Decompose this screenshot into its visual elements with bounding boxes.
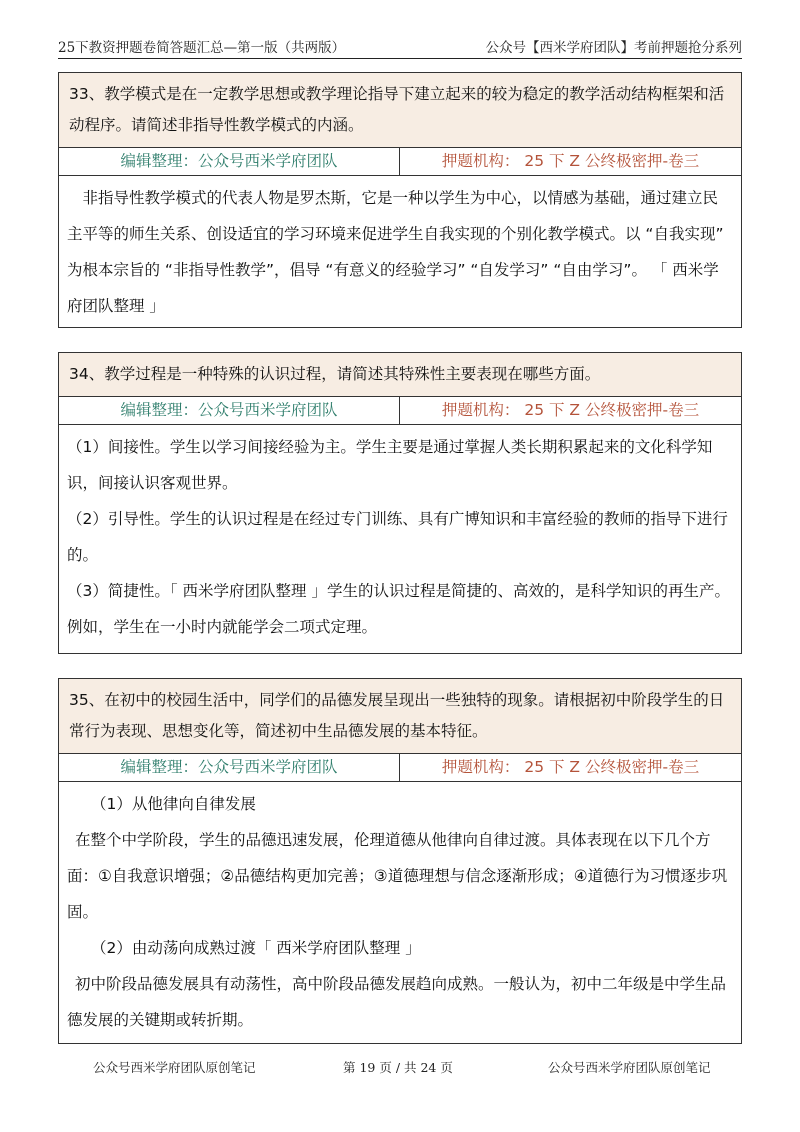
question-title: 35、在初中的校园生活中，同学们的品德发展呈现出一些独特的现象。请根据初中阶段学生的日常行为表现、思想变化等，简述初中生品德发展的基本特征。 — [59, 679, 741, 754]
page-number: 第 19 页 / 共 24 页 — [343, 1060, 453, 1075]
editor-credit: 编辑整理：公众号西米学府团队 — [59, 397, 400, 424]
answer-body — [59, 176, 741, 330]
footer-left-note: 公众号西米学府团队原创笔记 — [93, 1060, 256, 1075]
answer-body — [59, 425, 741, 651]
answer-paragraph: 初中阶段品德发展具有动荡性，高中阶段品德发展趋向成熟。一般认为，初中二年级是中学生品德发展的关键期或转折期。 — [67, 975, 727, 1029]
answer-subheading: （2）由动荡向成熟过渡「 西米学府团队整理 」 — [91, 939, 421, 957]
editor-credit: 编辑整理：公众号西米学府团队 — [59, 754, 400, 781]
question-card-34 — [58, 352, 742, 654]
question-title: 33、教学模式是在一定教学思想或教学理论指导下建立起来的较为稳定的教学活动结构框架和活动程序。请简述非指导性教学模式的内涵。 — [59, 73, 741, 148]
question-card-33 — [58, 72, 742, 328]
editor-credit: 编辑整理：公众号西米学府团队 — [59, 148, 400, 175]
answer-paragraph: （2）引导性。学生的认识过程是在经过专门训练、具有广博知识和丰富经验的教师的指导下进行的。 — [67, 510, 728, 564]
page-header — [58, 34, 742, 59]
answer-paragraph: （1）间接性。学生以学习间接经验为主。学生主要是通过掌握人类长期积累起来的文化科学知识，间接认识客观世界。 — [67, 438, 713, 492]
answer-paragraph: 非指导性教学模式的代表人物是罗杰斯，它是一种以学生为中心，以情感为基础，通过建立民主平等的师生关系、创设适宜的学习环境来促进学生自我实现的个别化教学模式。以 “自我实现” 为根本宗旨的 “非指导性教学”，倡导 “有意义的经验学习” “自发学习” “自由学习”。 「 西米学府团队整理 」 — [67, 189, 724, 315]
question-meta-row — [59, 397, 741, 425]
question-title: 34、教学过程是一种特殊的认识过程，请简述其特殊性主要表现在哪些方面。 — [59, 353, 741, 397]
question-meta-row — [59, 148, 741, 176]
source-org: 押题机构： 25 下 Z 公终极密押-卷三 — [441, 152, 700, 170]
page-footer — [0, 1058, 800, 1078]
header-doc-title: 25下教资押题卷简答题汇总—第一版（共两版） — [58, 40, 346, 56]
answer-paragraph: （3）简捷性。「 西米学府团队整理 」学生的认识过程是简捷的、高效的，是科学知识的再生产。例如，学生在一小时内就能学会二项式定理。 — [67, 582, 730, 636]
source-org: 押题机构： 25 下 Z 公终极密押-卷三 — [441, 401, 700, 419]
source-org: 押题机构： 25 下 Z 公终极密押-卷三 — [441, 758, 700, 776]
answer-paragraph: 在整个中学阶段，学生的品德迅速发展，伦理道德从他律向自律过渡。具体表现在以下几个方面：①自我意识增强；②品德结构更加完善；③道德理想与信念逐渐形成；④道德行为习惯逐步巩固。 — [67, 831, 728, 921]
header-series-title: 公众号【西米学府团队】考前押题抢分系列 — [485, 40, 742, 56]
question-card-35 — [58, 678, 742, 1044]
answer-subheading: （1）从他律向自律发展 — [91, 795, 256, 813]
question-meta-row — [59, 754, 741, 782]
answer-body — [59, 782, 741, 1044]
footer-right-note: 公众号西米学府团队原创笔记 — [548, 1060, 711, 1075]
